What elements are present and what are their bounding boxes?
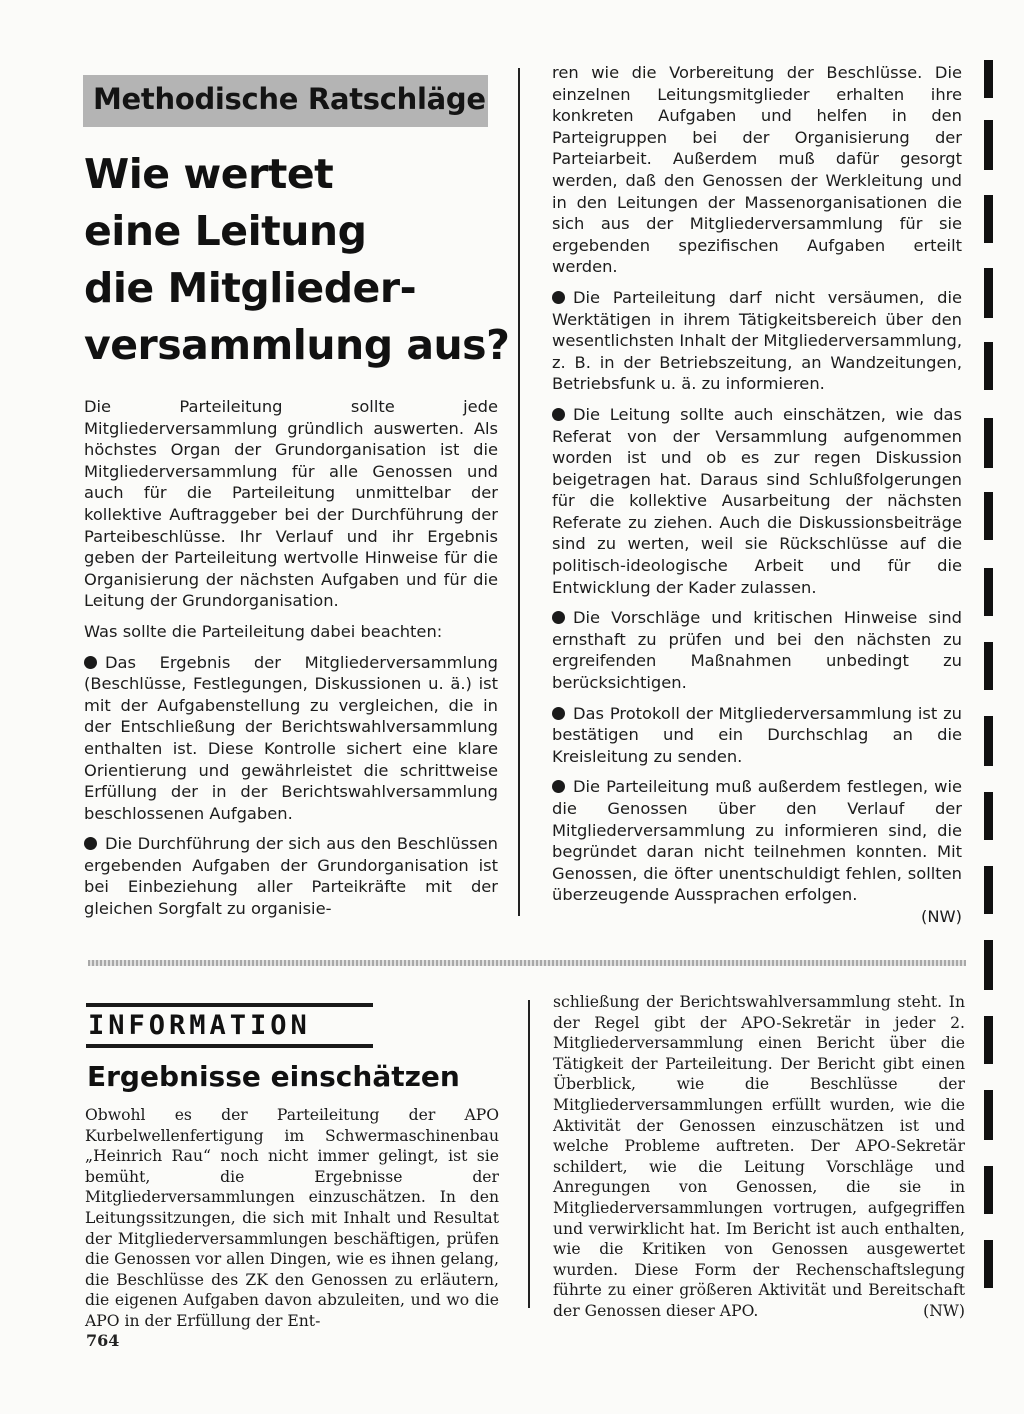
bullet-paragraph (552, 776, 962, 906)
information-column-left (85, 1105, 499, 1332)
edge-mark (984, 568, 993, 616)
edge-mark (984, 1016, 993, 1064)
bullet-paragraph (552, 287, 962, 395)
edge-mark (984, 195, 993, 243)
edge-mark (984, 792, 993, 840)
information-text: Obwohl es der Parteileitung der APO Kurbelwellenfertigung im Schwermaschinenbau „Heinrich Rau“ noch nicht immer gelingt, ist sie bemüht, die Ergebnisse der Mitgliederversammlungen einzuschätzen. In den Leitungssitzungen, die sich mit Inhalt und Resultat der Mitgliederversammlungen beschäftigen, prüfen die Genossen vor allen Dingen, wie es ihnen gelang, die Beschlüsse des ZK den Genossen zu erläutern, die eigenen Aufgaben davon abzuleiten, und wo die APO in der Erfüllung der Ent- (85, 1106, 499, 1330)
article-column-right (552, 62, 962, 937)
column-divider (528, 1000, 530, 1308)
bullet-text: Die Parteileitung darf nicht versäumen, die Werktätigen in ihrem Tätigkeitsbereich über den wesentlichsten Inhalt der Mitgliederversammlung, z. B. in der Betriebszeitung, an Wandzeitungen, Betriebsfunk u. ä. zu informieren. (552, 287, 962, 394)
edge-mark (984, 866, 993, 914)
bullet-icon (552, 780, 565, 793)
bullet-icon (552, 408, 565, 421)
edge-mark (984, 60, 993, 98)
information-column-right (553, 992, 965, 1322)
section-separator (88, 960, 966, 966)
information-signature: (NW) (923, 1301, 965, 1320)
edge-mark (984, 418, 993, 468)
edge-mark (984, 1166, 993, 1214)
bullet-icon (552, 611, 565, 624)
edge-mark (984, 492, 993, 540)
column-divider (518, 68, 520, 916)
bullet-icon (84, 656, 97, 669)
information-text (553, 992, 965, 1322)
edge-mark (984, 1090, 993, 1140)
continued-paragraph: ren wie die Vorbereitung der Beschlüsse. Die einzelnen Leitungsmitglieder erhalten ihre konkreten Aufgaben und helfen in den Parteigruppen bei der Organisierung der Parteiarbeit. Außerdem muß dafür gesorgt werden, daß den Genossen der Werkleitung und in den Leitungen der Massenorganisationen die sich aus der Mitgliederversammlung für sie ergebenden spezifischen Aufgaben erteilt werden. (552, 63, 962, 277)
bullet-paragraph (84, 833, 498, 919)
bullet-text: Die Durchführung der sich aus den Beschlüssen ergebenden Aufgaben der Grundorganisation ist bei Einbeziehung aller Parteikräfte mit der gleichen Sorgfalt zu organisie- (84, 834, 498, 919)
bullet-text: Die Parteileitung muß außerdem festlegen, wie die Genossen über den Verlauf der Mitgliederversammlung zu informieren sind, die begründet daran nicht teilnehmen konnten. Mit Genossen, die öfter unentschuldigt fehlen, sollten überzeugende Aussprachen erfolgen. (552, 777, 962, 905)
headline-line: eine Leitung (84, 207, 367, 255)
headline-line: die Mitglieder- (84, 264, 417, 312)
information-text-body: schließung der Berichtswahlversammlung steht. In der Regel gibt der APO-Sekretär in jeder 2. Mitgliederversammlung einen Bericht über die Tätigkeit der Parteileitung. Der Bericht gibt einen Überblick, wie die Beschlüsse der Mitgliederversammlungen erfüllt wurden, wie die Aktivität der Genossen einzuschätzen ist und welche Probleme auftreten. Der APO-Sekretär schildert, wie die Leitung Vorschläge und Anregungen von Genossen, die sie in Mitgliederversammlungen vortrugen, aufgegriffen und verwirklicht hat. Im Bericht ist auch enthalten, wie die Kritiken von Genossen ausgewertet wurden. Diese Form der Rechenschaftslegung führte zu einer größeren Aktivität und Bereitschaft der Genossen dieser APO. (553, 993, 965, 1320)
bullet-text: Die Leitung sollte auch einschätzen, wie das Referat von der Versammlung aufgenommen worden ist und ob es zur regen Diskussion beigetragen hat. Daraus sind Schlußfolgerungen für die kollektive Ausarbeitung der nächsten Referate zu ziehen. Auch die Diskussionsbeiträge sind zu werten, weil sie Rückschlüsse auf die politisch-ideologische Arbeit und für die Entwicklung der Kader zulassen. (552, 404, 962, 597)
edge-mark (984, 268, 993, 318)
edge-mark (984, 642, 993, 690)
headline-line: versammlung aus? (84, 321, 510, 369)
article-headline (84, 146, 514, 374)
bullet-text: Das Ergebnis der Mitgliederversammlung (Beschlüsse, Festlegungen, Diskussionen u. ä.) ist mit der Aufgabenstellung zu vergleichen, die in der Entschließung der Berichtswahlversammlung enthalten ist. Diese Kontrolle sichert eine klare Orientierung und gewährleistet die schrittweise Erfüllung der in der Berichtswahlversammlung beschlossenen Aufgaben. (84, 652, 498, 823)
edge-mark (984, 1240, 993, 1288)
bullet-text: Die Vorschläge und kritischen Hinweise sind ernsthaft zu prüfen und bei den nächsten zu ergreifenden Maßnahmen unbedingt zu berücksichtigen. (552, 608, 962, 693)
section-banner (83, 75, 488, 127)
section-banner-label: Methodische Ratschläge (93, 82, 486, 116)
edge-mark (984, 120, 993, 170)
bullet-paragraph (552, 607, 962, 693)
bullet-icon (84, 837, 97, 850)
headline-line: Wie wertet (84, 150, 334, 198)
bullet-icon (552, 707, 565, 720)
bullet-paragraph (552, 703, 962, 768)
information-label: INFORMATION (86, 1003, 373, 1048)
bullet-paragraph (84, 652, 498, 825)
edge-mark (984, 342, 993, 390)
edge-mark (984, 716, 993, 766)
article-column-left (84, 396, 498, 929)
bullet-icon (552, 291, 565, 304)
bullet-text: Das Protokoll der Mitgliederversammlung ist zu bestätigen und ein Durchschlag an die Kreisleitung zu senden. (552, 703, 962, 766)
intro-paragraph: Die Parteileitung sollte jede Mitgliederversammlung gründlich auswerten. Als höchstes Organ der Grundorganisation ist die Mitgliederversammlung für alle Genossen und auch für die Parteileitung unmittelbar der kollektive Auftraggeber bei der Durchführung der Parteibeschlüsse. Ihr Verlauf und ihr Ergebnis geben der Parteileitung wertvolle Hinweise für die Organisierung der nächsten Aufgaben und für die Leitung der Grundorganisation. (84, 397, 498, 611)
question-paragraph: Was sollte die Parteileitung dabei beachten: (84, 621, 443, 641)
information-headline: Ergebnisse einschätzen (87, 1060, 460, 1093)
edge-mark (984, 940, 993, 990)
article-signature: (NW) (921, 906, 962, 926)
page-number: 764 (86, 1331, 120, 1350)
bullet-paragraph (552, 404, 962, 598)
